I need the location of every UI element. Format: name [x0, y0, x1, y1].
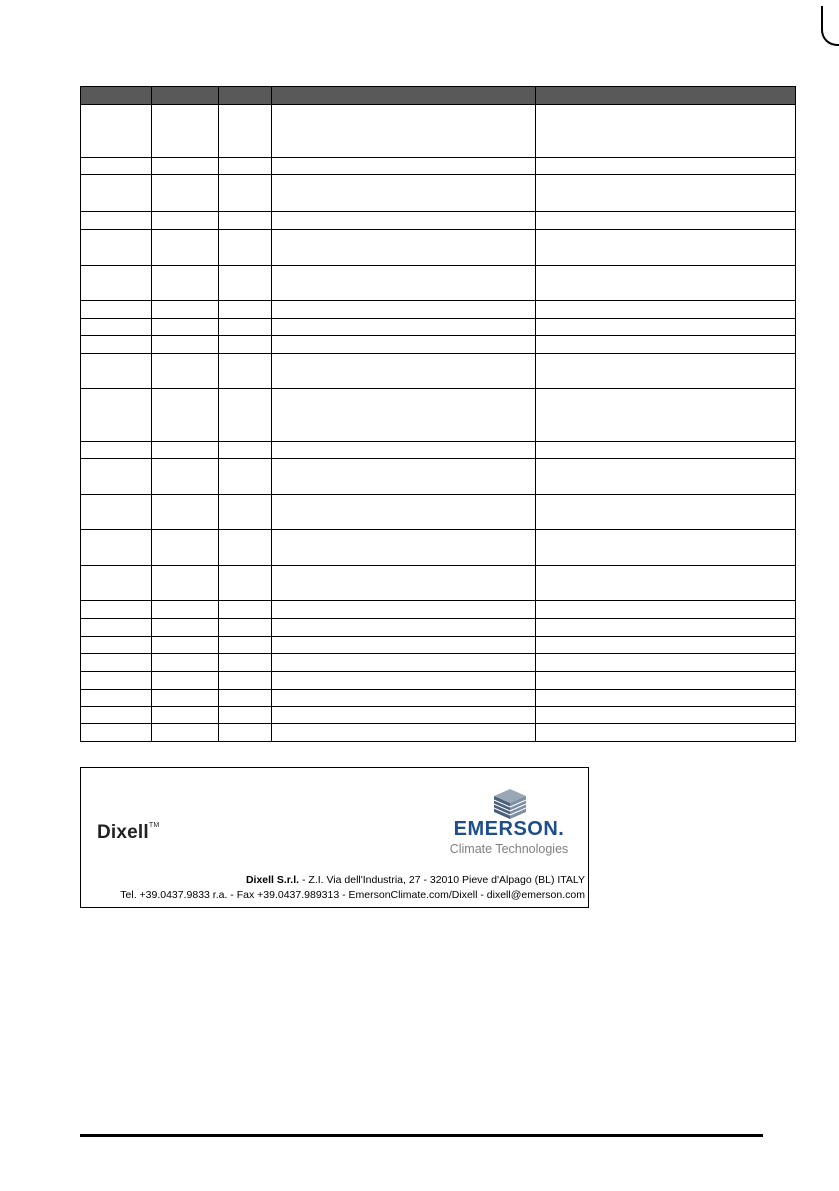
table-cell: [152, 389, 219, 442]
table-cell: [272, 212, 536, 230]
table-cell: [81, 459, 152, 495]
table-row: [81, 637, 796, 654]
table-cell: [272, 301, 536, 319]
table-row: [81, 707, 796, 724]
table-cell: [536, 354, 796, 389]
table-cell: [219, 389, 272, 442]
table-cell: [81, 654, 152, 672]
table-cell: [272, 654, 536, 672]
table-cell: [81, 336, 152, 354]
table-cell: [81, 690, 152, 707]
table-cell: [536, 212, 796, 230]
header-cell: [219, 87, 272, 105]
table-cell: [219, 301, 272, 319]
table-cell: [152, 336, 219, 354]
table-row: [81, 459, 796, 495]
table-cell: [272, 105, 536, 158]
table-row: [81, 601, 796, 619]
table-cell: [219, 654, 272, 672]
table-cell: [81, 175, 152, 212]
table-row: [81, 672, 796, 690]
table-row: [81, 690, 796, 707]
table-cell: [219, 319, 272, 336]
table-cell: [152, 619, 219, 637]
table-cell: [152, 672, 219, 690]
table-cell: [152, 566, 219, 601]
table-row: [81, 158, 796, 175]
company-address: [246, 874, 585, 886]
table-cell: [272, 619, 536, 637]
table-row: [81, 389, 796, 442]
header-cell: [272, 87, 536, 105]
table-cell: [219, 212, 272, 230]
table-cell: [536, 724, 796, 742]
table-cell: [81, 724, 152, 742]
table-cell: [81, 230, 152, 266]
address-text: - Z.I. Via dell'Industria, 27 - 32010 Pieve d'Alpago (BL) ITALY: [302, 874, 585, 886]
table-cell: [152, 707, 219, 724]
table-row: [81, 566, 796, 601]
table-cell: [81, 354, 152, 389]
table-cell: [536, 672, 796, 690]
table-cell: [152, 601, 219, 619]
table-row: [81, 619, 796, 637]
emerson-tagline: Climate Technologies: [449, 842, 569, 856]
table-cell: [536, 319, 796, 336]
header-cell: [81, 87, 152, 105]
table-cell: [152, 654, 219, 672]
table-row: [81, 230, 796, 266]
header-cell: [152, 87, 219, 105]
table-row: [81, 301, 796, 319]
table-row: [81, 724, 796, 742]
table-cell: [536, 601, 796, 619]
table-cell: [81, 495, 152, 530]
table-cell: [272, 601, 536, 619]
table-cell: [272, 230, 536, 266]
table-cell: [219, 690, 272, 707]
table-row: [81, 319, 796, 336]
table-cell: [152, 158, 219, 175]
table-cell: [272, 442, 536, 459]
table-row: [81, 175, 796, 212]
table-cell: [272, 459, 536, 495]
table-cell: [81, 601, 152, 619]
emerson-logo-text: EMERSON.: [453, 818, 565, 840]
table-cell: [536, 442, 796, 459]
table-cell: [81, 672, 152, 690]
table-cell: [152, 354, 219, 389]
dixell-tm: TM: [148, 822, 160, 829]
table-cell: [536, 230, 796, 266]
company-logo-box: [80, 767, 589, 908]
table-cell: [219, 105, 272, 158]
table-header-row: [81, 87, 796, 105]
table-cell: [536, 336, 796, 354]
dixell-logo-text: Dixell: [97, 822, 149, 843]
table-cell: [272, 495, 536, 530]
table-cell: [219, 707, 272, 724]
table-cell: [536, 459, 796, 495]
table-cell: [272, 319, 536, 336]
table-row: [81, 105, 796, 158]
table-cell: [152, 105, 219, 158]
table-row: [81, 354, 796, 389]
table-cell: [272, 707, 536, 724]
table-cell: [81, 389, 152, 442]
table-cell: [81, 212, 152, 230]
table-cell: [272, 158, 536, 175]
table-cell: [219, 724, 272, 742]
table-cell: [219, 175, 272, 212]
table-cell: [219, 354, 272, 389]
table-cell: [81, 566, 152, 601]
table-cell: [81, 707, 152, 724]
footer-rule: [80, 1134, 763, 1137]
table-cell: [219, 336, 272, 354]
table-row: [81, 266, 796, 301]
table-cell: [152, 319, 219, 336]
dixell-logo: [97, 822, 159, 844]
table-cell: [536, 158, 796, 175]
table-cell: [81, 158, 152, 175]
table-cell: [536, 566, 796, 601]
table-cell: [152, 530, 219, 566]
table-row: [81, 212, 796, 230]
table-cell: [272, 175, 536, 212]
table-cell: [536, 530, 796, 566]
parameter-table: [80, 86, 796, 742]
table-cell: [272, 530, 536, 566]
table-cell: [536, 301, 796, 319]
table-row: [81, 654, 796, 672]
table-cell: [536, 619, 796, 637]
table-cell: [272, 690, 536, 707]
table-cell: [81, 105, 152, 158]
table-cell: [272, 637, 536, 654]
table-cell: [81, 637, 152, 654]
table-cell: [536, 266, 796, 301]
table-row: [81, 442, 796, 459]
table-cell: [219, 672, 272, 690]
table-cell: [152, 212, 219, 230]
table-cell: [272, 724, 536, 742]
table-cell: [219, 619, 272, 637]
table-cell: [152, 175, 219, 212]
table-cell: [219, 566, 272, 601]
table-cell: [152, 690, 219, 707]
table-cell: [81, 266, 152, 301]
table-cell: [152, 301, 219, 319]
table-cell: [536, 690, 796, 707]
table-row: [81, 336, 796, 354]
table-cell: [81, 319, 152, 336]
table-cell: [219, 530, 272, 566]
table-cell: [152, 442, 219, 459]
table-cell: [219, 442, 272, 459]
table-cell: [219, 637, 272, 654]
table-cell: [152, 459, 219, 495]
table-cell: [81, 619, 152, 637]
table-cell: [536, 389, 796, 442]
table-cell: [81, 442, 152, 459]
emerson-cube-icon: [490, 788, 530, 820]
table-cell: [536, 495, 796, 530]
company-contact: Tel. +39.0437.9833 r.a. - Fax +39.0437.989313 - EmersonClimate.com/Dixell - dixell@emerson.com: [120, 889, 585, 901]
table-cell: [536, 707, 796, 724]
table-row: [81, 495, 796, 530]
table-cell: [272, 672, 536, 690]
header-cell: [536, 87, 796, 105]
table-cell: [152, 637, 219, 654]
table-cell: [219, 601, 272, 619]
table-cell: [272, 389, 536, 442]
table-cell: [536, 637, 796, 654]
table-cell: [81, 530, 152, 566]
table-cell: [536, 105, 796, 158]
table-cell: [536, 654, 796, 672]
table-body: [81, 105, 796, 742]
table-cell: [152, 266, 219, 301]
table-cell: [536, 175, 796, 212]
company-name: Dixell S.r.l.: [245, 874, 300, 886]
table-cell: [272, 354, 536, 389]
table-cell: [272, 336, 536, 354]
table-cell: [152, 724, 219, 742]
table-cell: [219, 158, 272, 175]
table-cell: [152, 495, 219, 530]
table-cell: [81, 301, 152, 319]
table-cell: [152, 230, 219, 266]
table-row: [81, 530, 796, 566]
page-corner-mark: [821, 6, 839, 46]
table-cell: [219, 495, 272, 530]
table-cell: [272, 266, 536, 301]
table-cell: [219, 230, 272, 266]
table-cell: [219, 266, 272, 301]
table-cell: [219, 459, 272, 495]
table-cell: [272, 566, 536, 601]
